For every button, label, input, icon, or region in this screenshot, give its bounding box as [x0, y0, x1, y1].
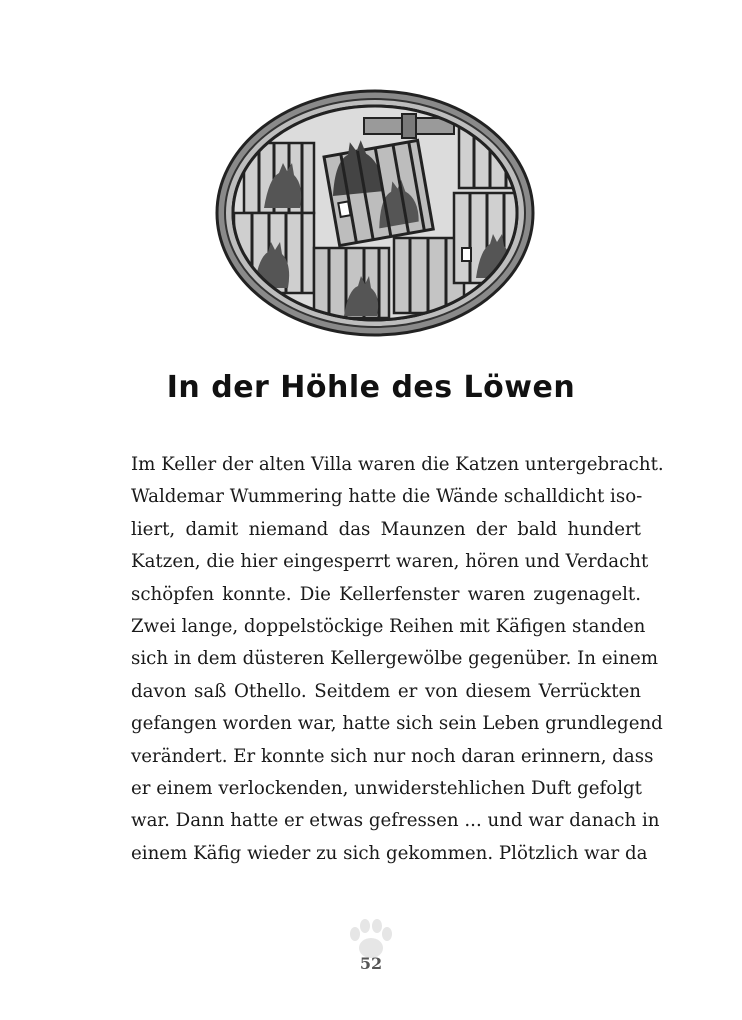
text-line: er einem verlockenden, unwiderstehlichen Duft gefolgt	[131, 777, 642, 799]
page-number: 52	[359, 954, 383, 973]
chapter-title: In der Höhle des Löwen	[166, 370, 576, 405]
chapter-illustration	[214, 88, 536, 338]
text-line: davon saß Othello. Seitdem er von diesem Verrückten	[131, 680, 641, 702]
text-line: sich in dem düsteren Kellergewölbe gegenüber. In einem	[131, 648, 659, 670]
text-line: war. Dann hatte er etwas gefressen ... und war danach in	[131, 810, 660, 832]
text-line: verändert. Er konnte sich nur noch daran erinnern, dass	[131, 745, 654, 767]
body-text	[131, 449, 664, 870]
text-line: einem Käfig wieder zu sich gekommen. Plötzlich war da	[131, 842, 648, 864]
text-line: Waldemar Wummering hatte die Wände schalldicht iso-	[131, 486, 643, 508]
text-line: Zwei lange, doppelstöckige Reihen mit Käfigen standen	[131, 615, 646, 637]
text-line: Katzen, die hier eingesperrt waren, hören und Verdacht	[131, 551, 649, 573]
text-line: liert, damit niemand das Maunzen der bald hundert	[131, 518, 641, 540]
text-line: Im Keller der alten Villa waren die Katzen untergebracht.	[131, 454, 664, 475]
text-line: gefangen worden war, hatte sich sein Leben grundlegend	[131, 713, 663, 735]
text-line: schöpfen konnte. Die Kellerfenster waren zugenagelt.	[131, 583, 641, 605]
